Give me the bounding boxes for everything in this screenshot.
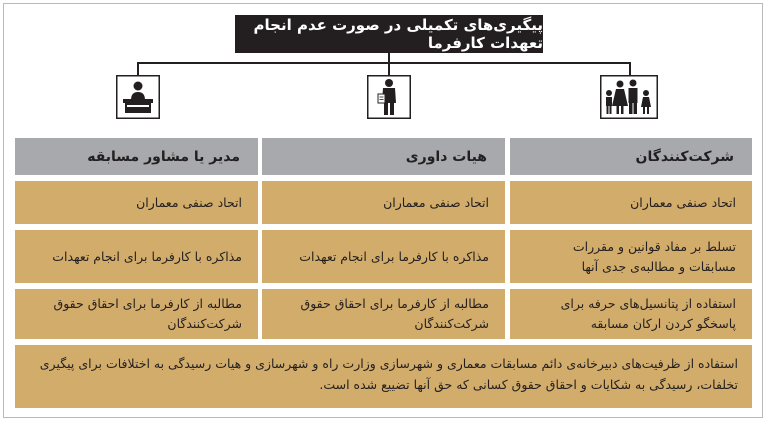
connector-drop-middle bbox=[388, 62, 390, 76]
consultant-desk-icon bbox=[116, 75, 160, 119]
footer-note: استفاده از ظرفیت‌های دبیرخانه‌ی دائم مسابقات معماری و شهرسازی وزارت راه و شهرسازی و هیات رسیدگی به اختلافات برای پیگیری تخلفات، رسیدگی به شکایات و احقاق حقوق کسانی که حق آنها تضییع شده است. bbox=[15, 345, 752, 408]
family-icon bbox=[600, 75, 658, 119]
column-header-participants: شرکت‌کنندگان bbox=[510, 138, 752, 175]
consultant-row-1: اتحاد صنفی معماران bbox=[15, 181, 258, 224]
jury-row-3: مطالبه از کارفرما برای احقاق حقوق شرکت‌کنندگان bbox=[262, 289, 505, 339]
participants-row-2: تسلط بر مفاد قوانین و مقررات مسابقات و مطالبه‌ی جدی آنها bbox=[510, 230, 752, 283]
jury-icon bbox=[367, 75, 411, 119]
consultant-row-2: مذاکره با کارفرما برای انجام تعهدات bbox=[15, 230, 258, 283]
column-header-consultant: مدیر یا مشاور مسابقه bbox=[15, 138, 258, 175]
jury-row-2: مذاکره با کارفرما برای انجام تعهدات bbox=[262, 230, 505, 283]
participants-row-1: اتحاد صنفی معماران bbox=[510, 181, 752, 224]
connector-drop-left bbox=[137, 62, 139, 76]
connector-drop-right bbox=[629, 62, 631, 76]
participants-row-3: استفاده از پتانسیل‌های حرفه برای پاسخگو کردن ارکان مسابقه bbox=[510, 289, 752, 339]
consultant-row-3: مطالبه از کارفرما برای احقاق حقوق شرکت‌کنندگان bbox=[15, 289, 258, 339]
diagram-title: پیگیری‌های تکمیلی در صورت عدم انجام تعهدات کارفرما bbox=[235, 15, 543, 53]
column-header-jury: هیات داوری bbox=[262, 138, 505, 175]
jury-row-1: اتحاد صنفی معماران bbox=[262, 181, 505, 224]
connector-horizontal bbox=[137, 62, 631, 64]
